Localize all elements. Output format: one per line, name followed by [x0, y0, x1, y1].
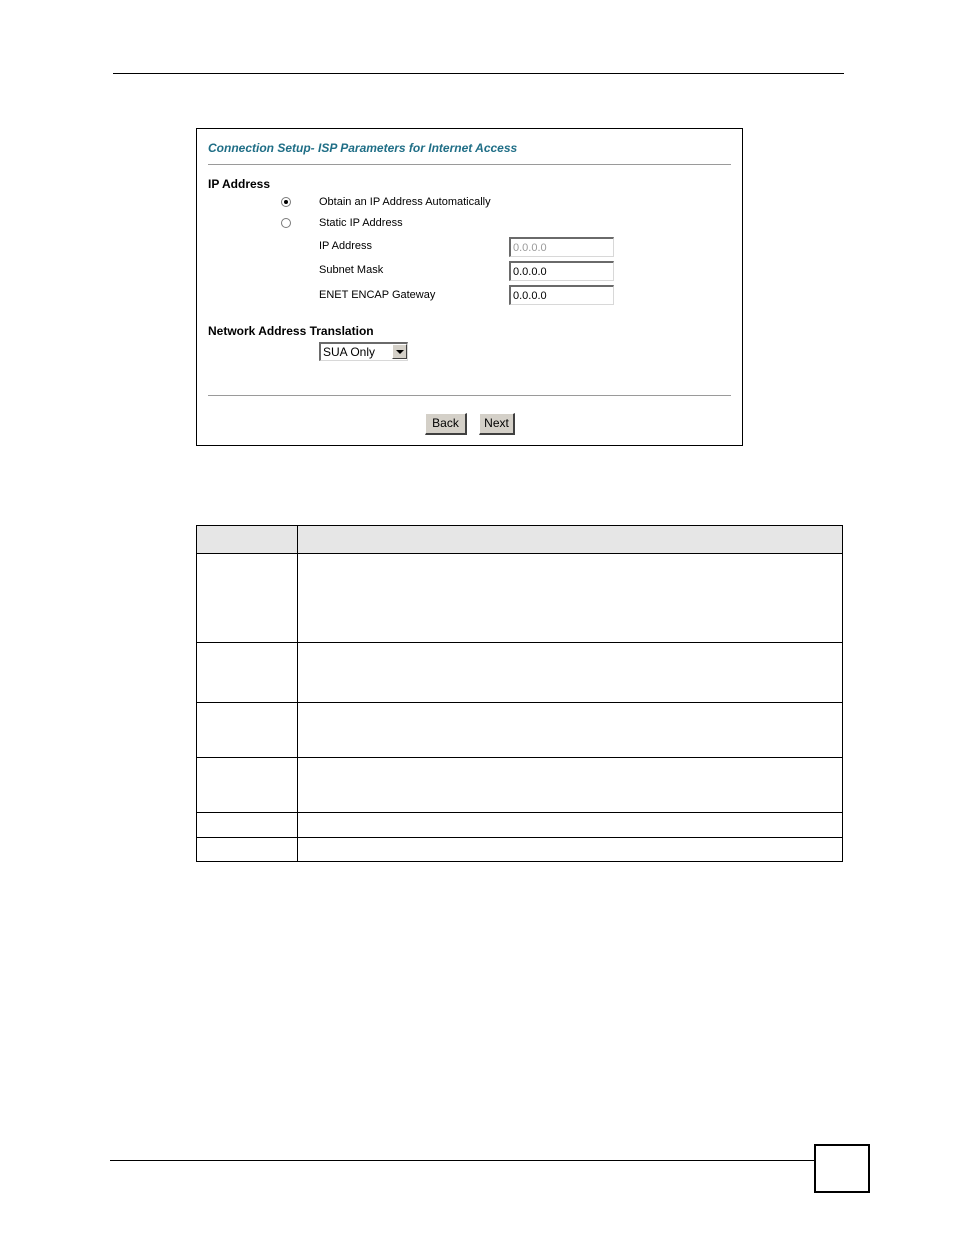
- table-cell: [197, 703, 298, 758]
- table-cell: [197, 554, 298, 643]
- table-cell: [197, 643, 298, 703]
- subnet-mask-input[interactable]: [509, 261, 614, 281]
- table-cell: [197, 838, 298, 862]
- field-description-table: [196, 525, 843, 862]
- header-rule: [113, 73, 844, 74]
- page-number-box: [814, 1144, 870, 1193]
- table-cell: [298, 758, 843, 813]
- title-divider: [208, 164, 731, 165]
- nat-select[interactable]: [319, 342, 408, 361]
- obtain-ip-auto-label: Obtain an IP Address Automatically: [319, 196, 491, 208]
- table-cell: [298, 554, 843, 643]
- static-ip-radio[interactable]: [281, 218, 291, 228]
- ip-address-input[interactable]: [509, 237, 614, 257]
- footer-rule: [110, 1160, 814, 1161]
- back-button[interactable]: Back: [425, 413, 467, 435]
- ip-address-heading: IP Address: [208, 177, 271, 191]
- obtain-ip-auto-radio[interactable]: [281, 197, 291, 207]
- chevron-down-icon[interactable]: [392, 344, 407, 359]
- table-row: [197, 758, 843, 813]
- table-row: [197, 813, 843, 838]
- isp-parameters-panel: [196, 128, 743, 446]
- table-cell: [298, 703, 843, 758]
- table-cell: [298, 813, 843, 838]
- table-row: [197, 643, 843, 703]
- subnet-mask-field-label: Subnet Mask: [319, 264, 384, 276]
- table-row: [197, 554, 843, 643]
- table-cell: [197, 813, 298, 838]
- table-row: [197, 703, 843, 758]
- table-cell: [197, 758, 298, 813]
- table-header-row: [197, 526, 843, 554]
- panel-title: Connection Setup- ISP Parameters for Internet Access: [208, 141, 518, 155]
- table-row: [197, 838, 843, 862]
- nat-select-value: SUA Only: [323, 345, 376, 359]
- table-header-cell: [197, 526, 298, 554]
- next-button[interactable]: Next: [479, 413, 515, 435]
- gateway-field-label: ENET ENCAP Gateway: [319, 289, 436, 301]
- table-header-cell: [298, 526, 843, 554]
- table-cell: [298, 643, 843, 703]
- nat-heading: Network Address Translation: [208, 324, 374, 338]
- table-cell: [298, 838, 843, 862]
- gateway-input[interactable]: [509, 285, 614, 305]
- footer-divider: [208, 395, 731, 396]
- ip-address-field-label: IP Address: [319, 240, 372, 252]
- static-ip-label: Static IP Address: [319, 217, 403, 229]
